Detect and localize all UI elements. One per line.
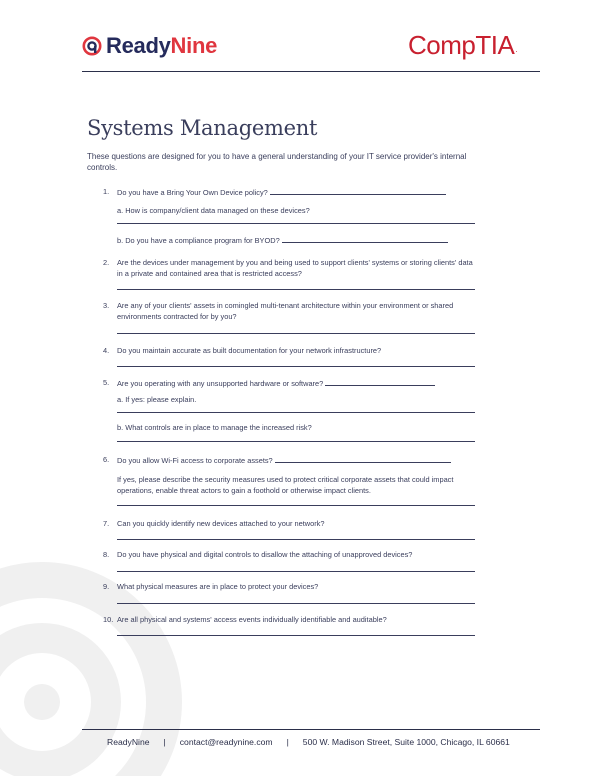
question-5b <box>117 422 312 433</box>
footer-address: 500 W. Madison Street, Suite 1000, Chicago, IL 60661 <box>302 737 510 747</box>
readynine-logo <box>82 33 217 59</box>
question-text: Do you have a Bring Your Own Device policy? <box>117 188 268 197</box>
footer-email-link[interactable]: contact@readynine.com <box>179 737 273 747</box>
question-text: Do you allow Wi-Fi access to corporate assets? <box>117 456 273 465</box>
answer-field[interactable] <box>117 441 475 442</box>
answer-field[interactable] <box>325 377 435 386</box>
question-4 <box>103 345 382 356</box>
answer-field[interactable] <box>275 454 451 463</box>
question-text: Do you have physical and digital controls to disallow the attaching of unapproved devices? <box>117 550 413 559</box>
question-6-followup <box>117 474 477 496</box>
question-5a <box>117 394 196 405</box>
question-text: What physical measures are in place to protect your devices? <box>117 582 319 591</box>
question-2 <box>103 257 477 279</box>
answer-field[interactable] <box>117 571 475 572</box>
question-8 <box>103 549 413 560</box>
question-text: Are you operating with any unsupported hardware or software? <box>117 379 324 388</box>
question-number: 10. <box>103 615 114 624</box>
question-5 <box>103 377 435 389</box>
answer-field[interactable] <box>117 635 475 636</box>
question-number: 1. <box>103 187 110 196</box>
answer-field[interactable] <box>117 505 475 506</box>
question-3 <box>103 300 477 322</box>
readynine-logo-nine: Nine <box>170 33 218 58</box>
question-number: 3. <box>103 301 110 310</box>
answer-field[interactable] <box>117 333 475 334</box>
question-number: 2. <box>103 258 110 267</box>
answer-field[interactable] <box>117 223 475 224</box>
answer-field[interactable] <box>117 539 475 540</box>
question-9 <box>103 581 319 592</box>
question-number: 8. <box>103 550 110 559</box>
comptia-logo <box>408 30 517 61</box>
question-number: 4. <box>103 346 110 355</box>
question-text: Can you quickly identify new devices attached to your network? <box>117 519 325 528</box>
question-10 <box>103 614 387 625</box>
footer-separator: | <box>286 737 289 747</box>
question-1 <box>103 186 446 198</box>
header-divider <box>82 71 540 72</box>
answer-field[interactable] <box>117 289 475 290</box>
comptia-logo-dot: . <box>515 45 518 54</box>
readynine-logo-icon <box>82 36 102 56</box>
answer-field[interactable] <box>270 186 446 195</box>
answer-field[interactable] <box>117 412 475 413</box>
answer-field[interactable] <box>117 603 475 604</box>
question-text: a. How is company/client data managed on these devices? <box>117 206 310 215</box>
intro-text: These questions are designed for you to have a general understanding of your IT service provider's internal controls. <box>87 152 467 172</box>
question-text: b. What controls are in place to manage the increased risk? <box>117 423 312 432</box>
answer-field[interactable] <box>282 234 448 243</box>
page-footer <box>107 737 510 747</box>
question-number: 5. <box>103 378 110 387</box>
footer-separator: | <box>163 737 166 747</box>
question-text: Are all physical and systems' access events individually identifiable and auditable? <box>117 615 387 624</box>
question-number: 6. <box>103 455 110 464</box>
question-text: Do you maintain accurate as built documentation for your network infrastructure? <box>117 346 382 355</box>
page-header <box>0 0 600 75</box>
question-number: 9. <box>103 582 110 591</box>
comptia-logo-text: CompTIA <box>408 30 515 60</box>
question-number: 7. <box>103 519 110 528</box>
page-title: Systems Management <box>87 116 318 140</box>
footer-company: ReadyNine <box>107 737 150 747</box>
question-1b <box>117 234 448 246</box>
question-text: If yes, please describe the security measures used to protect critical corporate assets that could impact operations, enable threat actors to gain a foothold or otherwise impact clients. <box>117 475 454 495</box>
question-text: Are the devices under management by you and being used to support clients' systems or storing clients' data in a private and contained area that is restricted access? <box>117 258 473 278</box>
question-7 <box>103 518 325 529</box>
question-6 <box>103 454 451 466</box>
readynine-logo-ready: Ready <box>106 33 171 58</box>
question-1a <box>117 205 310 216</box>
question-text: a. If yes: please explain. <box>117 395 197 404</box>
question-text: b. Do you have a compliance program for BYOD? <box>117 236 280 245</box>
question-text: Are any of your clients' assets in comingled multi-tenant architecture within your environment or shared environments contracted for by you? <box>117 301 454 321</box>
footer-divider <box>82 729 540 730</box>
answer-field[interactable] <box>117 366 475 367</box>
